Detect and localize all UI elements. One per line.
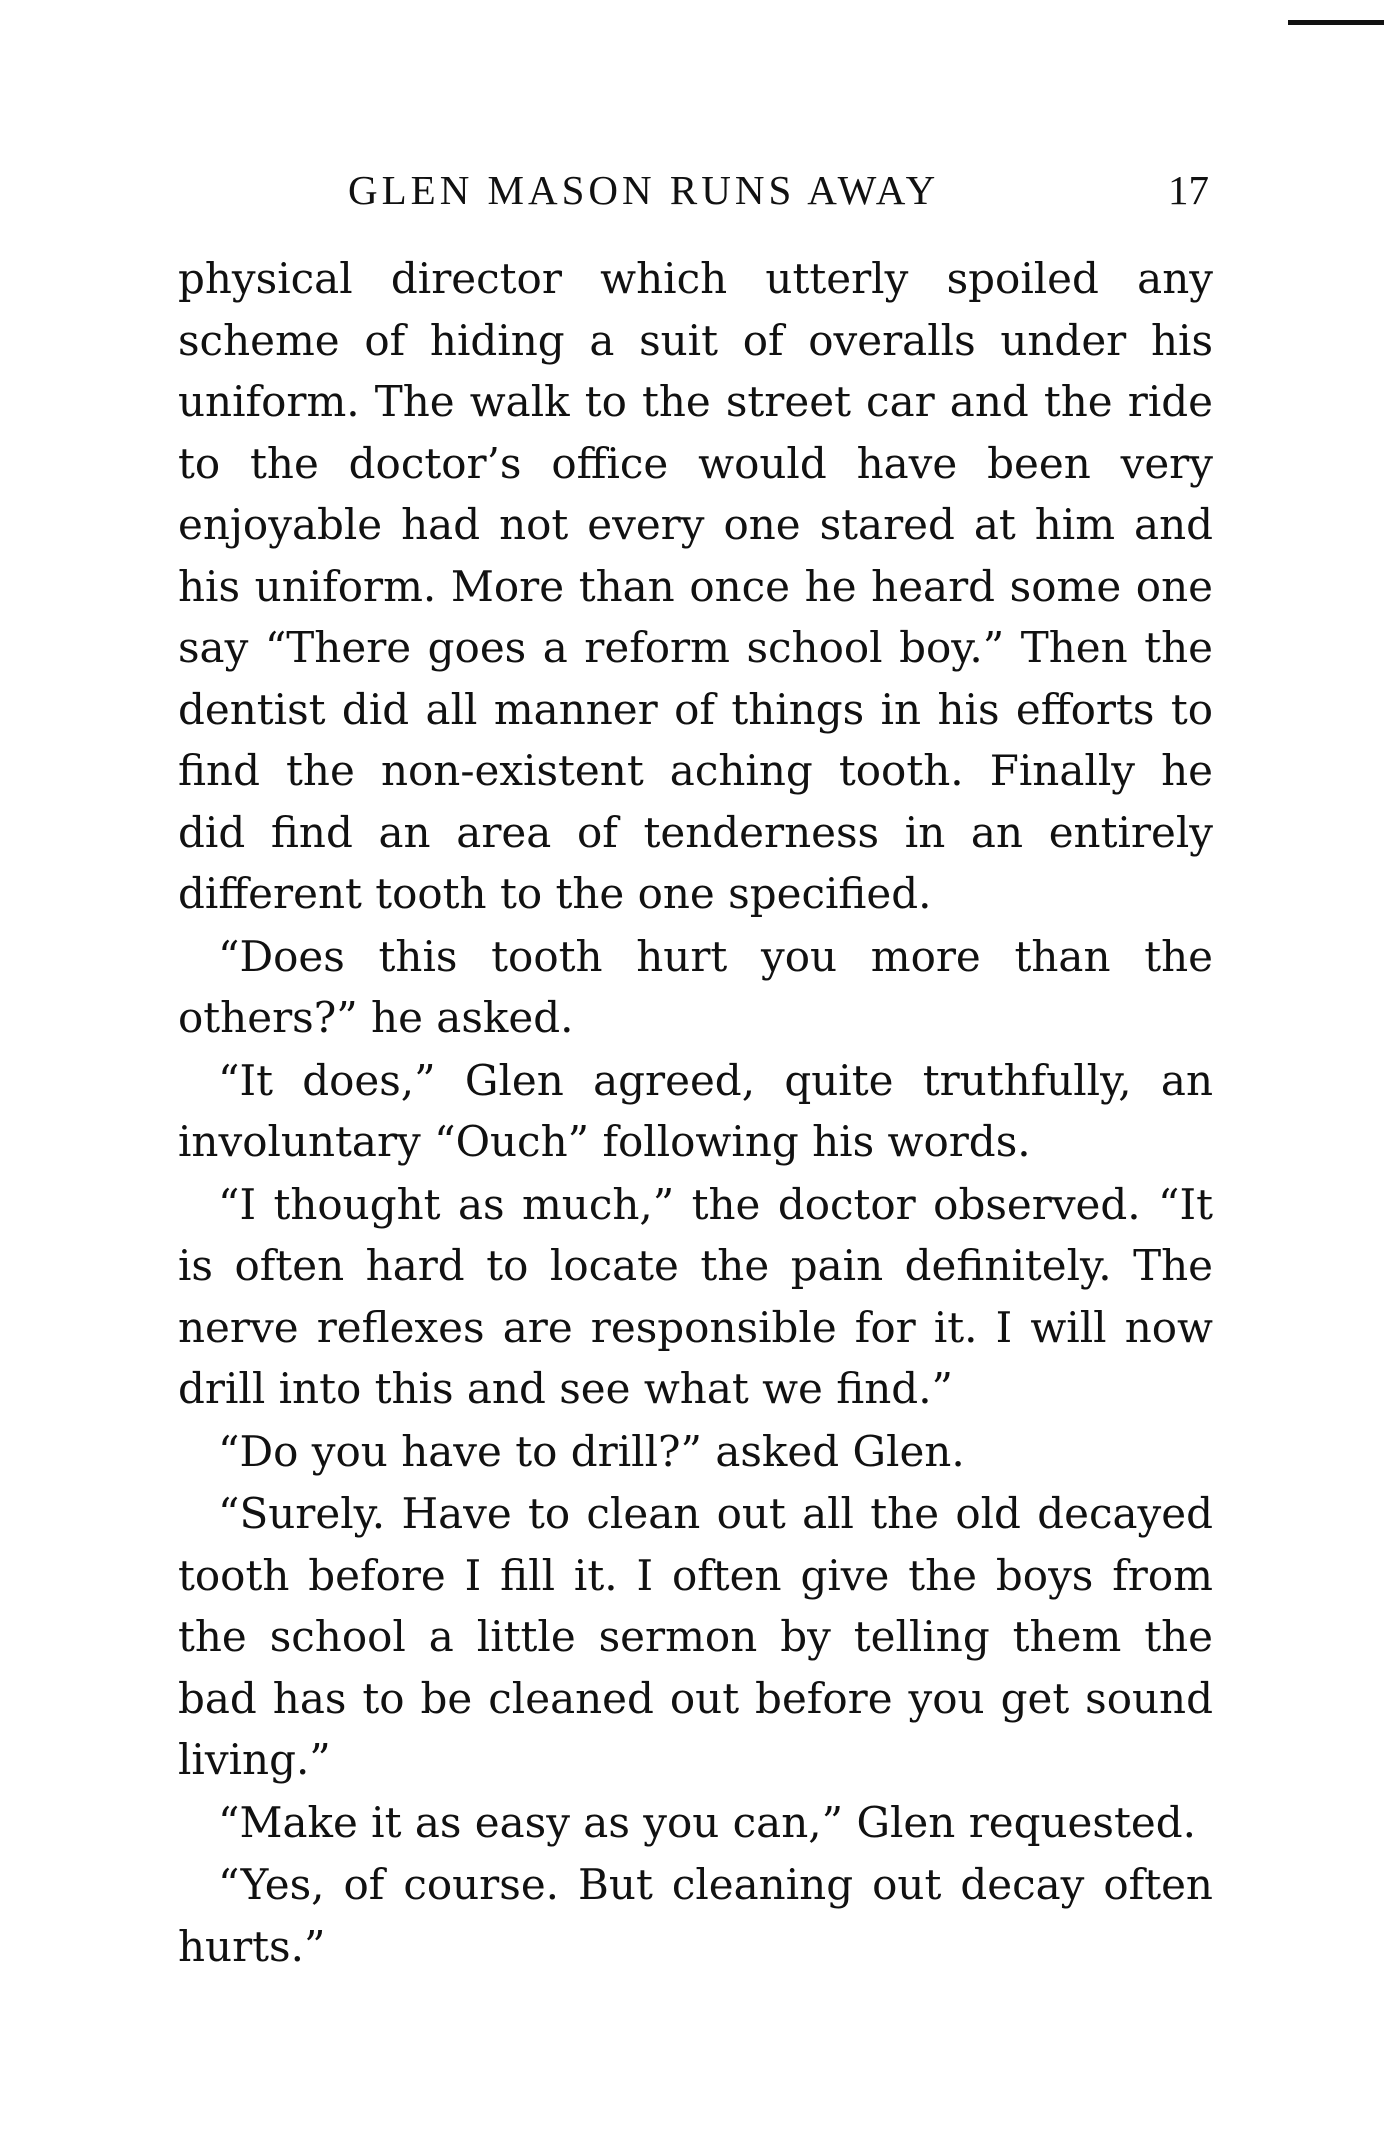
edge-mark [1288,20,1384,25]
paragraph-1: physical director which utterly spoiled any scheme of hiding a suit of overalls under his uniform. The walk to the street car and the ride to the doctor’s office would have been very enjoyable had not every one stared at him and his uniform. More than once he heard some one say “There goes a reform school boy.” Then the dentist did all manner of things in his efforts to find the non-existent aching tooth. Finally he did find an area of tenderness in an entirely different tooth to the one specified. [178,254,1213,918]
paragraph-5: “Do you have to drill?” asked Glen. [218,1426,965,1476]
running-title: GLEN MASON RUNS AWAY [348,167,940,213]
page-number: 17 [1168,167,1209,213]
paragraph-8: “Yes, of course. But cleaning out decay often hurts.” [178,1860,1213,1971]
paragraph-7: “Make it as easy as you can,” Glen requested. [218,1797,1196,1847]
paragraph-6: “Surely. Have to clean out all the old decayed tooth before I fill it. I often give the boys from the school a little sermon by telling them the bad has to be cleaned out before you get sound living.” [178,1489,1213,1784]
paragraph-3: “It does,” Glen agreed, quite truthfully, an involuntary “Ouch” following his words. [178,1055,1213,1166]
running-head [0,160,1384,220]
paragraph-2: “Does this tooth hurt you more than the others?” he asked. [178,931,1213,1042]
paragraph-4: “I thought as much,” the doctor observed. “It is often hard to locate the pain definitely. The nerve reflexes are responsible for it. I will now drill into this and see what we find.” [178,1179,1213,1413]
body-text [178,248,1213,1977]
